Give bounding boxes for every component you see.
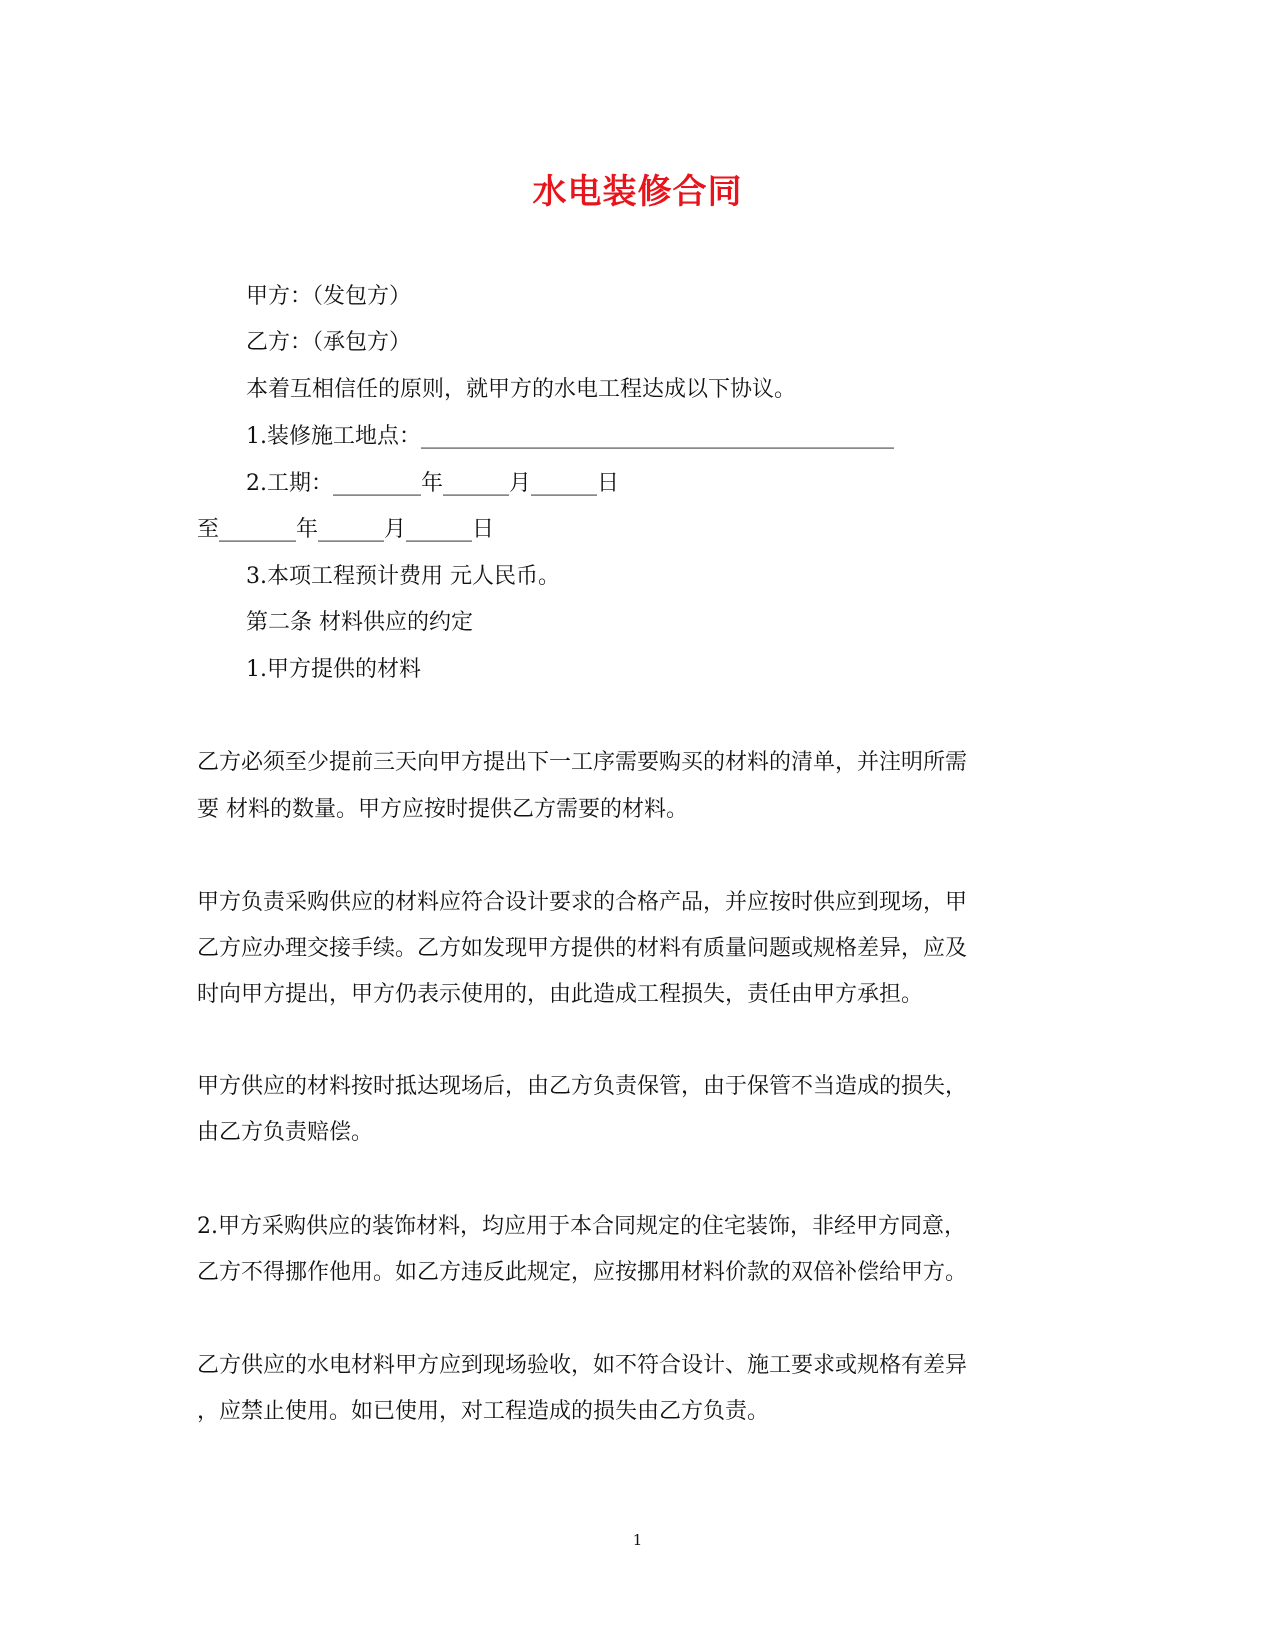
- paragraph-line: 乙方不得挪作他用。如乙方违反此规定，应按挪用材料价款的双倍补偿给甲方。: [197, 1260, 968, 1285]
- paragraph-line: ，应禁止使用。如已使用，对工程造成的损失由乙方负责。: [197, 1399, 770, 1424]
- paragraph-line: 2.甲方采购供应的装饰材料，均应用于本合同规定的住宅装饰，非经甲方同意，: [197, 1214, 966, 1239]
- period-end-line: 至_______年______月______日: [197, 517, 495, 542]
- paragraph-line: 要 材料的数量。甲方应按时提供乙方需要的材料。: [197, 797, 688, 822]
- intro-paragraph: 本着互相信任的原则，就甲方的水电工程达成以下协议。: [246, 377, 797, 402]
- paragraph-line: 乙方必须至少提前三天向甲方提出下一工序需要购买的材料的清单，并注明所需: [197, 750, 968, 775]
- location-line: 1.装修施工地点：___________________________________________: [246, 424, 894, 449]
- paragraph-line: 甲方负责采购供应的材料应符合设计要求的合格产品，并应按时供应到现场，甲: [197, 890, 968, 915]
- cost-line: 3.本项工程预计费用 元人民币。: [246, 564, 560, 589]
- paragraph-line: 乙方供应的水电材料甲方应到现场验收，如不符合设计、施工要求或规格有差异: [197, 1353, 968, 1378]
- document-title: 水电装修合同: [532, 172, 743, 212]
- paragraph-line: 时向甲方提出，甲方仍表示使用的，由此造成工程损失，责任由甲方承担。: [197, 982, 924, 1007]
- paragraph-line: 由乙方负责赔偿。: [197, 1120, 374, 1145]
- article-two-heading: 第二条 材料供应的约定: [246, 610, 473, 635]
- period-line: 2.工期：________年______月______日: [246, 471, 619, 496]
- section-one-heading: 1.甲方提供的材料: [246, 657, 421, 682]
- party-b-line: 乙方：（承包方）: [246, 330, 412, 355]
- paragraph-line: 乙方应办理交接手续。乙方如发现甲方提供的材料有质量问题或规格差异，应及: [197, 936, 968, 961]
- paragraph-line: 甲方供应的材料按时抵达现场后，由乙方负责保管，由于保管不当造成的损失，: [197, 1074, 968, 1099]
- page-number: 1: [632, 1531, 643, 1549]
- party-a-line: 甲方：（发包方）: [246, 284, 412, 309]
